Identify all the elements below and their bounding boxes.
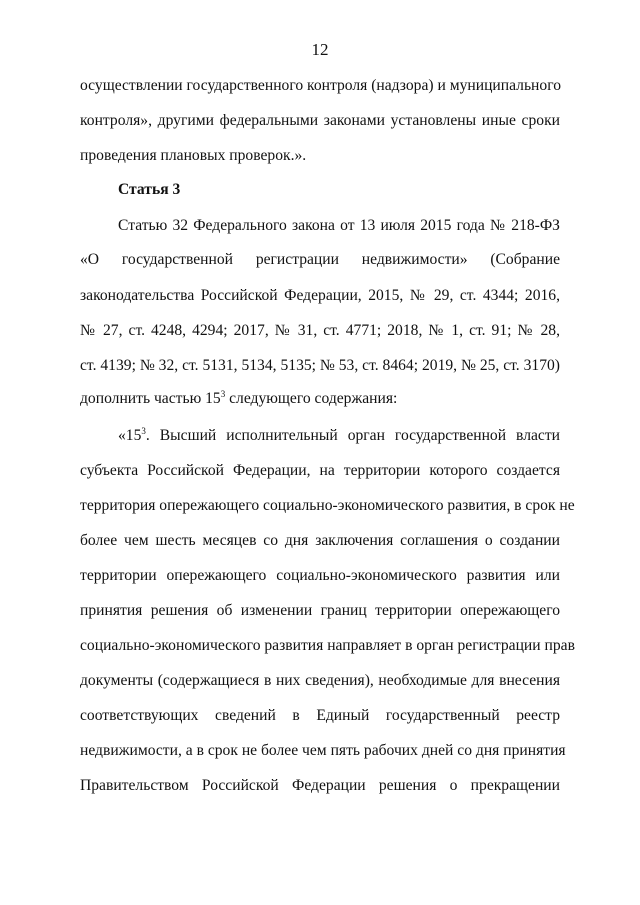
text-line-18: соответствующих сведений в Единый государственный реестр — [80, 707, 560, 724]
text-line-5: «О государственной регистрации недвижимости» (Собрание — [80, 251, 560, 268]
text-line-16: социально-экономического развития направляет в орган регистрации прав — [80, 637, 575, 654]
text-line-10-end: . Высший исполнительный орган государственной власти — [145, 427, 560, 444]
text-line-17: документы (содержащиеся в них сведения), необходимые для внесения — [80, 672, 560, 689]
text-line-1: осуществлении государственного контроля (надзора) и муниципального — [80, 77, 561, 94]
text-line-6: законодательства Российской Федерации, 2015, № 29, ст. 4344; 2016, — [80, 287, 560, 304]
text-line-12: территория опережающего социально-экономического развития, в срок не — [80, 497, 575, 514]
text-line-20: Правительством Российской Федерации решения о прекращении — [80, 777, 560, 794]
text-line-9-start: дополнить частью 15 — [80, 390, 221, 407]
text-line-9 — [80, 389, 560, 409]
text-line-4: Статью 32 Федерального закона от 13 июля 2015 года № 218-ФЗ — [118, 217, 560, 234]
article-heading: Статья 3 — [118, 181, 181, 198]
text-line-9-end: следующего содержания: — [225, 390, 398, 407]
text-line-19: недвижимости, а в срок не более чем пять рабочих дней со дня принятия — [80, 742, 566, 759]
text-line-14: территории опережающего социально-экономического развития или — [80, 567, 560, 584]
superscript-3: 3 — [141, 425, 146, 436]
text-line-10 — [118, 426, 560, 446]
superscript-3: 3 — [220, 388, 226, 399]
text-line-7: № 27, ст. 4248, 4294; 2017, № 31, ст. 4771; 2018, № 1, ст. 91; № 28, — [80, 322, 560, 339]
text-line-10-start: «15 — [118, 427, 142, 444]
text-line-15: принятия решения об изменении границ территории опережающего — [80, 602, 560, 619]
page-number: 12 — [311, 40, 329, 59]
text-line-13: более чем шесть месяцев со дня заключения соглашения о создании — [80, 532, 560, 549]
text-line-2: контроля», другими федеральными законами установлены иные сроки — [80, 112, 560, 129]
text-line-3: проведения плановых проверок.». — [80, 147, 307, 164]
text-line-8: ст. 4139; № 32, ст. 5131, 5134, 5135; № 53, ст. 8464; 2019, № 25, ст. 3170) — [80, 357, 560, 374]
text-line-11: субъекта Российской Федерации, на территории которого создается — [80, 462, 560, 479]
